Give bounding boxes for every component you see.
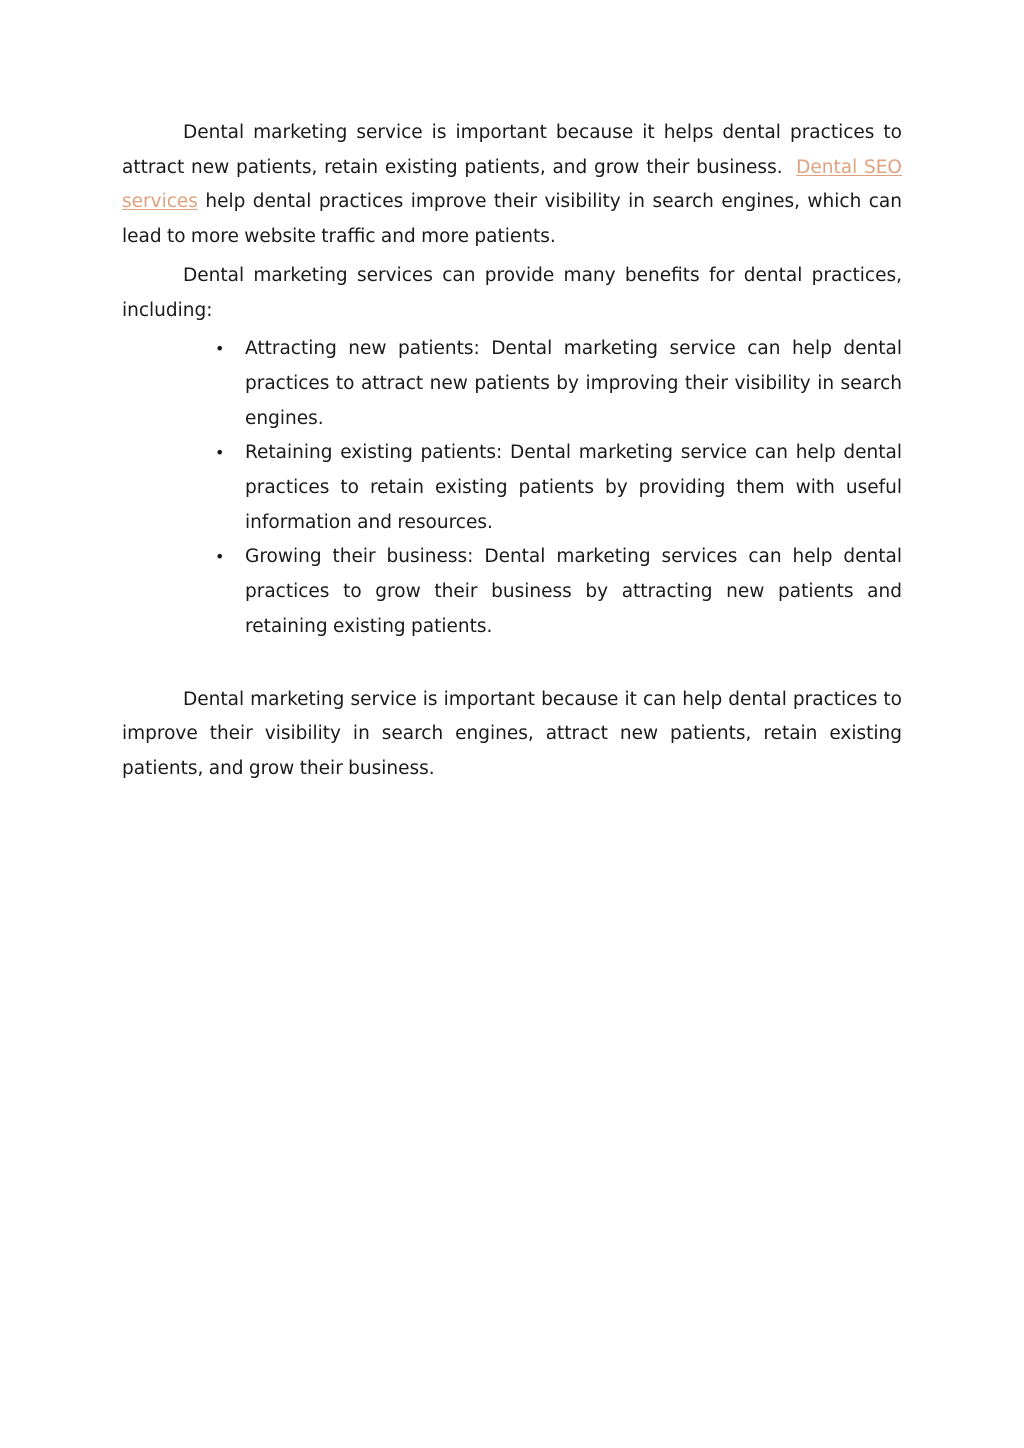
bullet-icon: •	[215, 339, 225, 359]
intro-text-continued: help dental practices improve their visibility in search engines, which can lead to more website traffic and more patients.	[122, 191, 902, 248]
conclusion-paragraph: Dental marketing service is important because it can help dental practices to improve their visibility in search engines, attract new patients, retain existing patients, and grow their business.	[122, 688, 902, 779]
list-item-text: Retaining existing patients: Dental marketing service can help dental practices to retain existing patients by providing them with useful information and resources.	[245, 442, 902, 533]
intro-paragraph	[122, 116, 902, 255]
list-item	[215, 332, 902, 436]
list-item	[215, 540, 902, 644]
dental-seo-services-link[interactable]: Dental SEO services	[122, 156, 902, 213]
paragraph-spacer	[122, 645, 902, 683]
bullet-icon: •	[215, 443, 225, 463]
benefits-intro-paragraph: Dental marketing services can provide many benefits for dental practices, including:	[122, 264, 902, 321]
list-item-text: Growing their business: Dental marketing services can help dental practices to grow their business by attracting new patients and retaining existing patients.	[245, 546, 902, 637]
intro-text: Dental marketing service is important because it helps dental practices to attract new patients, retain existing patients, and grow their business.	[122, 122, 902, 178]
bullet-icon: •	[215, 547, 225, 567]
benefits-list	[122, 332, 902, 644]
document-page	[122, 116, 902, 787]
list-item-text: Attracting new patients: Dental marketing service can help dental practices to attract new patients by improving their visibility in search engines.	[245, 338, 902, 429]
list-item	[215, 436, 902, 540]
